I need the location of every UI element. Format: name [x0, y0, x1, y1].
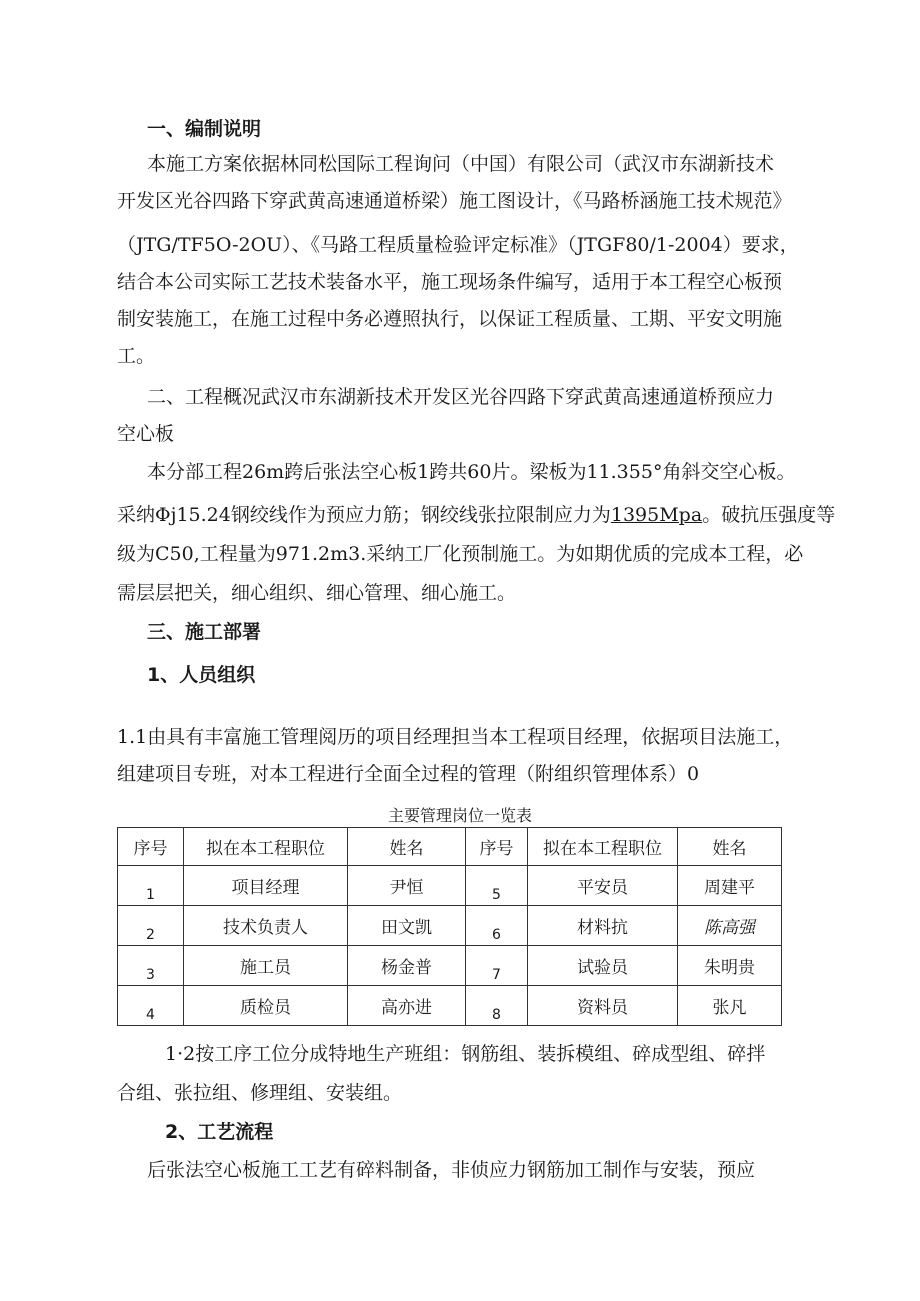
- section-1-line-6: 工。: [117, 345, 156, 367]
- section-3-2-heading: 2、工艺流程: [165, 1121, 274, 1143]
- cell-no: 7: [466, 946, 528, 986]
- cell-no: 3: [118, 946, 184, 986]
- section-1-line-1: 本施工方案依据林同松国际工程询问（中国）有限公司（武汉市东湖新技术: [147, 153, 775, 175]
- section-2-line-1: 二、工程概况武汉市东湖新技术开发区光谷四路下穿武黄高速通道桥预应力: [147, 386, 775, 408]
- table-caption: 主要管理岗位一览表: [387, 806, 532, 825]
- cell-post: 质检员: [184, 986, 348, 1026]
- cell-no: 6: [466, 906, 528, 946]
- overview-line-2: [117, 503, 835, 527]
- cell-name: 高亦进: [348, 986, 466, 1026]
- table-row: [118, 866, 782, 906]
- cell-name: 朱明贵: [678, 946, 782, 986]
- cell-post: 资料员: [528, 986, 678, 1026]
- personnel-line-2: 组建项目专班，对本工程进行全面全过程的管理（附组织管理体系）0: [117, 763, 700, 785]
- section-3-heading: 三、施工部署: [147, 621, 262, 643]
- cell-post: 项目经理: [184, 866, 348, 906]
- overview-line-2-a: 采纳Φj15.24钢绞线作为预应力筋；钢绞线张拉限制应力为: [117, 504, 611, 526]
- overview-line-2-b: 。破抗压强度等: [702, 504, 836, 526]
- process-line-1: 后张法空心板施工工艺有碎料制备，非侦应力钢筋加工制作与安装，预应: [147, 1159, 756, 1181]
- tension-stress-value: 1395Mpa: [610, 504, 703, 526]
- overview-line-1: 本分部工程26m跨后张法空心板1跨共60片。梁板为11.355°角斜交空心板。: [147, 461, 796, 483]
- header-cell-post-1: 拟在本工程职位: [184, 828, 348, 866]
- table-row: [118, 946, 782, 986]
- cell-name: 陈高强: [678, 906, 782, 946]
- section-1-line-4: 结合本公司实际工艺技术装备水平，施工现场条件编写，适用于本工程空心板预: [117, 271, 783, 293]
- cell-name: 尹恒: [348, 866, 466, 906]
- table-row: [118, 986, 782, 1026]
- cell-post: 平安员: [528, 866, 678, 906]
- cell-no: 2: [118, 906, 184, 946]
- header-cell-post-2: 拟在本工程职位: [528, 828, 678, 866]
- cell-no: 4: [118, 986, 184, 1026]
- cell-no: 8: [466, 986, 528, 1026]
- cell-post: 材料抗: [528, 906, 678, 946]
- cell-name: 田文凯: [348, 906, 466, 946]
- cell-name: 杨金普: [348, 946, 466, 986]
- staff-table: [117, 827, 782, 1026]
- cell-no: 1: [118, 866, 184, 906]
- personnel-line-1: 1.1由具有丰富施工管理阅历的项目经理担当本工程项目经理，依据项目法施工，: [117, 726, 794, 748]
- table-header-row: [118, 828, 782, 866]
- header-cell-no-2: 序号: [466, 828, 528, 866]
- cell-name: 周建平: [678, 866, 782, 906]
- table-row: [118, 906, 782, 946]
- cell-no: 5: [466, 866, 528, 906]
- header-cell-name-2: 姓名: [678, 828, 782, 866]
- teams-line-1: 1·2按工序工位分成特地生产班组：钢筋组、装拆模组、碎成型组、碎拌: [165, 1043, 766, 1065]
- overview-line-4: 需层层把关，细心组织、细心管理、细心施工。: [117, 582, 517, 604]
- cell-post: 试验员: [528, 946, 678, 986]
- cell-post: 技术负责人: [184, 906, 348, 946]
- overview-line-3: 级为C50,工程量为971.2m3.采纳工厂化预制施工。为如期优质的完成本工程，必: [117, 543, 804, 565]
- section-1-heading: 一、编制说明: [147, 118, 262, 140]
- section-1-line-3: （JTG/TF5O-2OU）、《马路工程质量检验评定标准》（JTGF80/1-2004）要求，: [117, 234, 799, 256]
- header-cell-no-1: 序号: [118, 828, 184, 866]
- cell-name: 张凡: [678, 986, 782, 1026]
- section-1-line-2: 开发区光谷四路下穿武黄高速通道桥梁）施工图设计，《马路桥涵施工技术规范》: [117, 190, 792, 212]
- cell-post: 施工员: [184, 946, 348, 986]
- header-cell-name-1: 姓名: [348, 828, 466, 866]
- section-3-1-heading: 1、人员组织: [147, 664, 256, 686]
- teams-line-2: 合组、张拉组、修理组、安装组。: [117, 1082, 403, 1104]
- section-1-line-5: 制安装施工，在施工过程中务必遵照执行，以保证工程质量、工期、平安文明施: [117, 308, 783, 330]
- section-2-line-2: 空心板: [117, 423, 175, 445]
